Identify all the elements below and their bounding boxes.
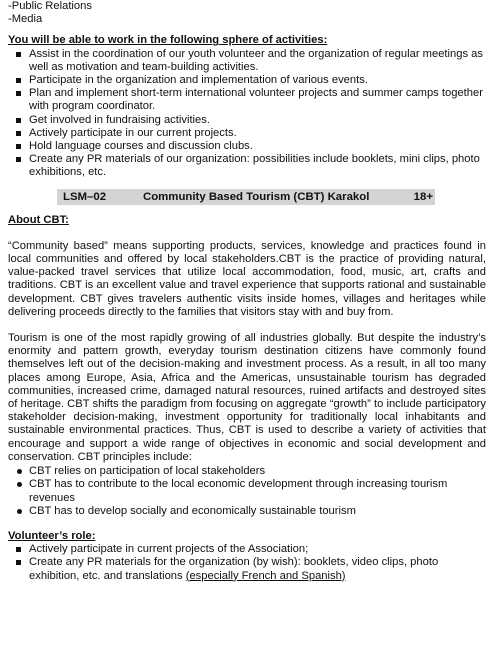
about-heading: About CBT: <box>8 213 69 226</box>
about-paragraph-1: “Community based” means supporting products, services, knowledge and practices found in local communities and offered by local stakeholders.CBT is the practice of providing natural, value-packed travel services that utilize local accommodation, food, music, art, crafts and traditions. CBT is an excellent value and travel experience that supports rational and sustainable development. CBT gives travelers authentic visits inside homes, villages and heritages while delivering proceeds directly to the families that visitors stay with and buy from. <box>8 239 486 318</box>
top-line-public-relations: -Public Relations <box>8 0 92 12</box>
activities-list <box>8 48 486 180</box>
list-item: Create any PR materials of our organization: possibilities include booklets, mini clips, photo exhibitions, etc. <box>8 153 486 179</box>
principles-list <box>8 465 486 518</box>
programme-age-limit: 18+ <box>413 190 433 203</box>
programme-banner <box>57 189 435 205</box>
list-item: Assist in the coordination of our youth volunteer and the organization of regular meetings as well as motivation and team-building activities. <box>8 48 486 74</box>
list-item: CBT relies on participation of local stakeholders <box>8 465 486 478</box>
list-item: CBT has to develop socially and economically sustainable tourism <box>8 505 486 518</box>
programme-code: LSM–02 <box>63 190 107 203</box>
about-paragraph-2: Tourism is one of the most rapidly growing of all industries globally. But despite the industry’s enormity and pattern growth, everyday tourism destination citizens have commonly found themselves left out of the decision-making and investment process. As a result, in all too many places among Europe, Asia, Africa and the Americas, unsustainable tourism has degraded communities, increased crime, damaged natural resources, ruined artifacts and destroyed sites of heritage. CBT shifts the paradigm from focusing on aggregate “growth” to include participatory stakeholder decision-making, investment opportunity for traditionally local inhabitants and sustainable environmental practices. Thus, CBT is used to describe a variety of activities that encourage and support a wide range of objectives in economic and social development and conservation. CBT principles include: <box>8 332 486 463</box>
list-item: Get involved in fundraising activities. <box>8 114 486 127</box>
volunteer-role-list <box>8 543 486 583</box>
list-item <box>8 556 486 582</box>
top-line-media: -Media <box>8 13 43 26</box>
volunteer-role-heading: Volunteer’s role: <box>8 529 96 542</box>
role-item-text: Create any PR materials for the organization (by wish): booklets, video clips, photo exhibition, etc. and translations <box>29 556 439 582</box>
list-item: Participate in the organization and implementation of various events. <box>8 74 486 87</box>
list-item: Hold language courses and discussion clubs. <box>8 140 486 153</box>
list-item: Actively participate in current projects of the Association; <box>8 543 486 556</box>
list-item: Plan and implement short-term international volunteer projects and summer camps together with program coordinator. <box>8 87 486 113</box>
activities-heading: You will be able to work in the following sphere of activities: <box>8 34 328 47</box>
list-item: CBT has to contribute to the local economic development through increasing tourism revenues <box>8 478 486 504</box>
programme-name: Community Based Tourism (CBT) Karakol <box>143 190 370 203</box>
languages-emphasis: (especially French and Spanish) <box>185 569 346 582</box>
list-item: Actively participate in our current projects. <box>8 127 486 140</box>
